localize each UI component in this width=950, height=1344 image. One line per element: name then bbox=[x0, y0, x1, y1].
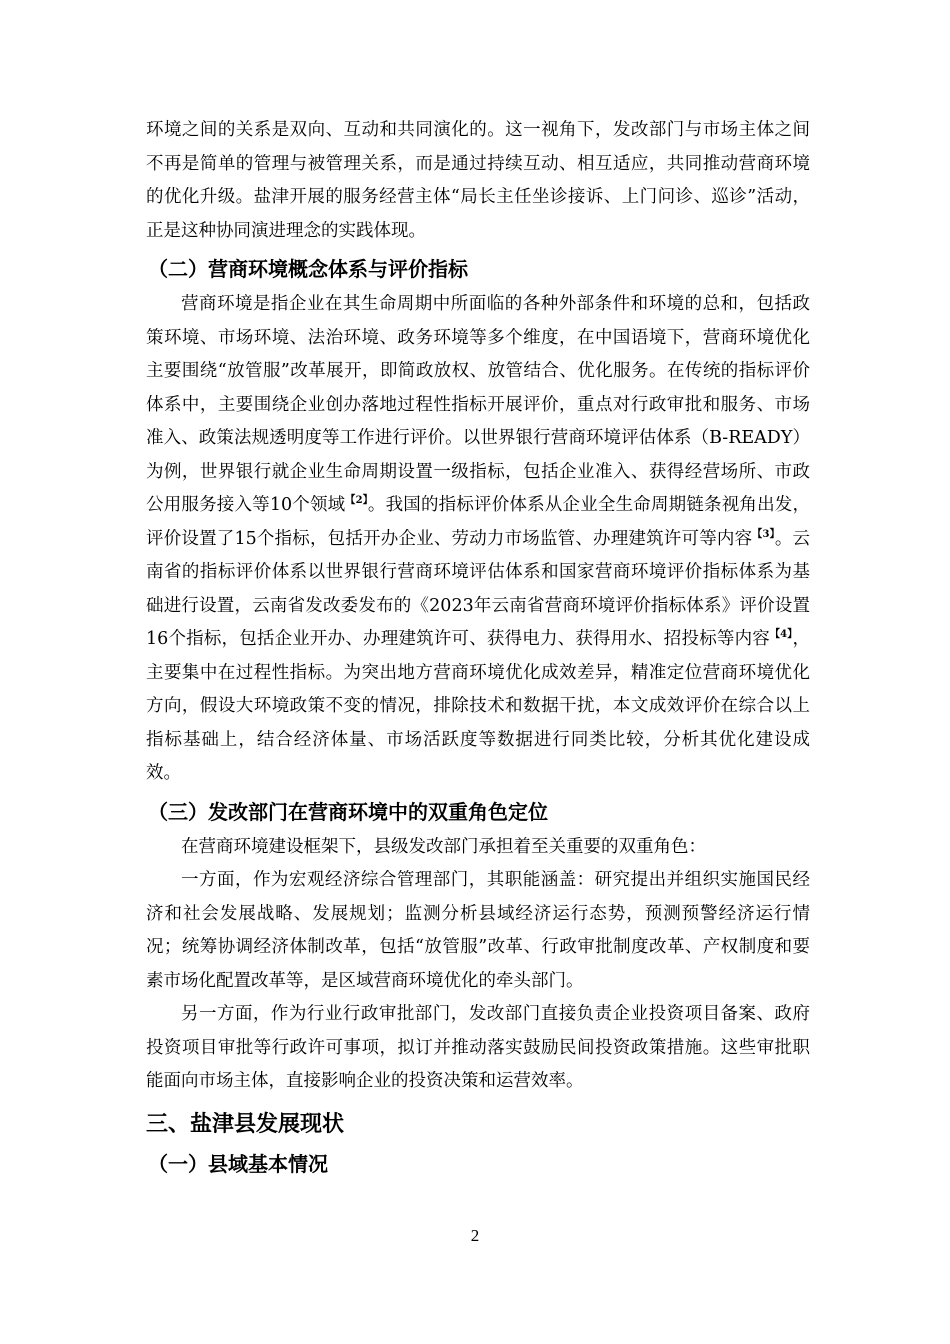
section-heading-development-status: 三、盐津县发展现状 bbox=[146, 1111, 345, 1137]
page-number: 2 bbox=[470, 1226, 480, 1245]
paragraph-macro-role: 一方面，作为宏观经济综合管理部门，其职能涵盖：研究提出并组织实施国民经济和社会发展战略、发展规划；监测分析县域经济运行态势，预测预警经济运行情况；统筹协调经济体制改革，包括“放管服”改革、行政审批制度改革、产权制度和要素市场化配置改革等，是区域营商环境优化的牵头部门。 bbox=[146, 870, 810, 991]
paragraph-text: 。我国的指标评价体系从企业全生命周期链条视角出发，评价设置了15个指标，包括开办企业、劳动力市场监管、办理建筑许可等内容 bbox=[146, 495, 810, 549]
paragraph-text: 。云南省的指标评价体系以世界银行营商环境评估体系和国家营商环境评价指标体系为基础进行设置，云南省发改委发布的《2023年云南省营商环境评价指标体系》评价设置16个指标，包括企业开办、办理建筑许可、获得电力、获得用水、招投标等内容 bbox=[146, 528, 811, 649]
paragraph-text: 营商环境是指企业在其生命周期中所面临的各种外部条件和环境的总和，包括政策环境、市场环境、法治环境、政务环境等多个维度，在中国语境下，营商环境优化主要围绕“放管服”改革展开，即简政放权、放管结合、优化服务。在传统的指标评价体系中，主要围绕企业创办落地过程性指标开展评价，重点对行政审批和服务、市场准入、政策法规透明度等工作进行评价。以世界银行营商环境评估体系（B-READY）为例，世界银行就企业生命周期设置一级指标，包括企业准入、获得经营场所、市政公用服务接入等10个领域 bbox=[146, 294, 810, 515]
paragraph-continuation: 环境之间的关系是双向、互动和共同演化的。这一视角下，发改部门与市场主体之间不再是简单的管理与被管理关系，而是通过持续互动、相互适应，共同推动营商环境的优化升级。盐津开展的服务经营主体“局长主任坐诊接诉、上门问诊、巡诊”活动，正是这种协同演进理念的实践体现。 bbox=[146, 120, 810, 241]
citation-ref-4: 【4】 bbox=[769, 629, 793, 641]
paragraph-dual-role-intro: 在营商环境建设框架下，县级发改部门承担着至关重要的双重角色： bbox=[181, 836, 706, 857]
citation-ref-2: 【2】 bbox=[345, 495, 368, 507]
subheading-evaluation-indicators: （二）营商环境概念体系与评价指标 bbox=[148, 257, 468, 281]
page-content bbox=[146, 114, 810, 1183]
paragraph-text: ，主要集中在过程性指标。为突出地方营商环境优化成效差异，精准定位营商环境优化方向，假设大环境政策不变的情况，排除技术和数据干扰，本文成效评价在综合以上指标基础上，结合经济体量、市场活跃度等数据进行同类比较，分析其优化建设成效。 bbox=[146, 629, 811, 783]
paragraph-business-environment-definition bbox=[146, 288, 810, 791]
paragraph-approval-role: 另一方面，作为行业行政审批部门，发改部门直接负责企业投资项目备案、政府投资项目审批等行政许可事项，拟订并推动落实鼓励民间投资政策措施。这些审批职能面向市场主体，直接影响企业的投资决策和运营效率。 bbox=[146, 1004, 810, 1091]
subheading-dual-role: （三）发改部门在营商环境中的双重角色定位 bbox=[148, 799, 548, 824]
citation-ref-3: 【3】 bbox=[752, 528, 775, 540]
subheading-county-basics: （一）县域基本情况 bbox=[148, 1151, 328, 1176]
